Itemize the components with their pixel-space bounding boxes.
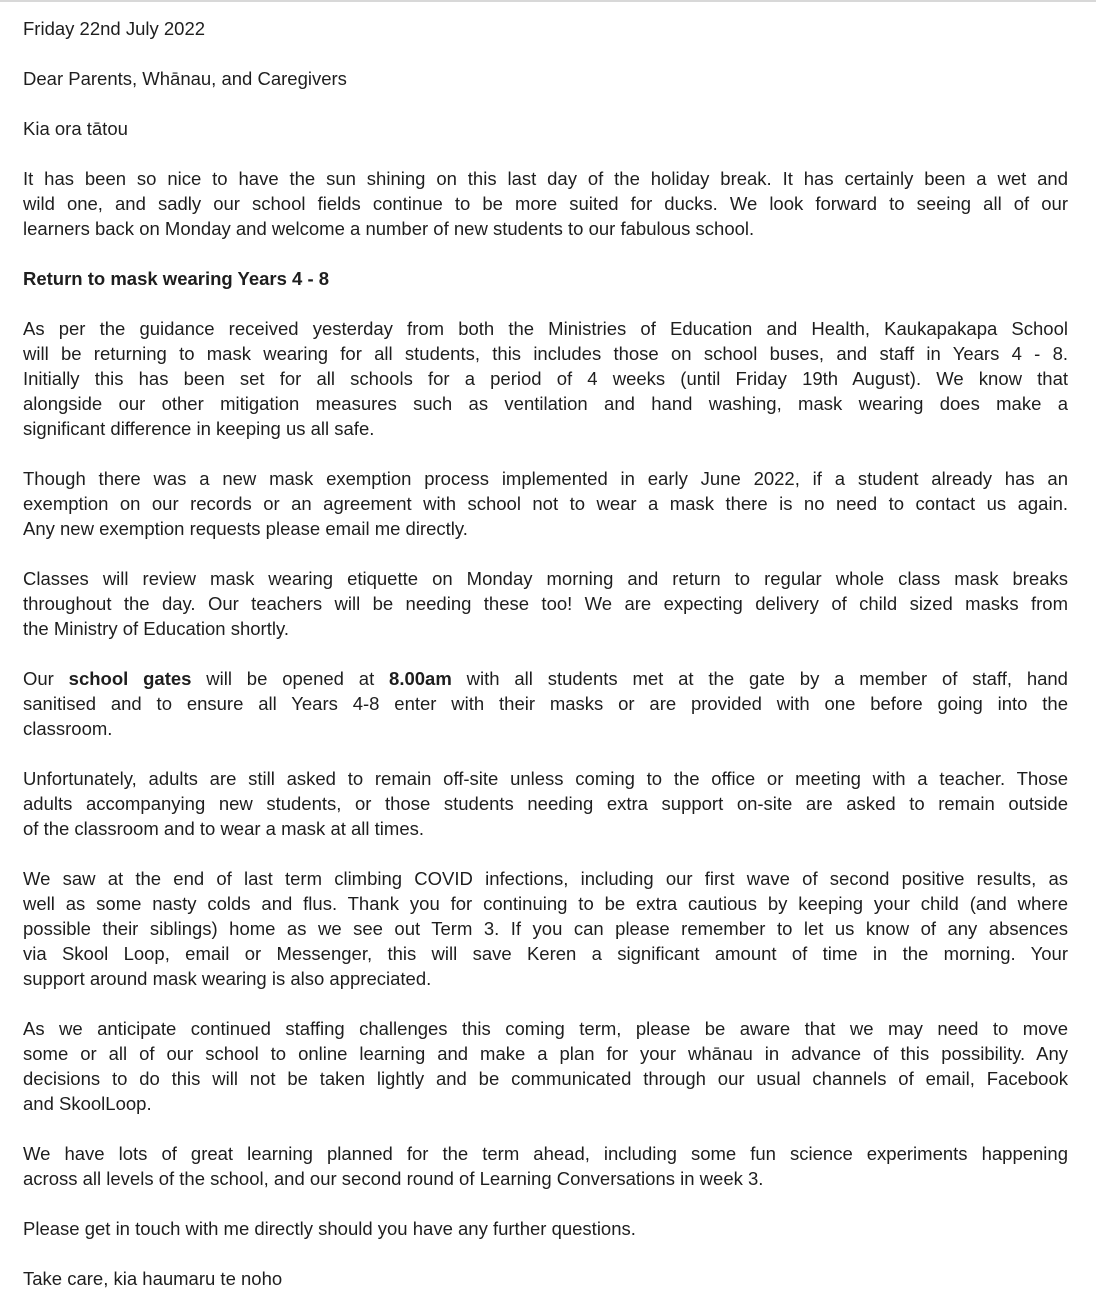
text-line: across all levels of the school, and our second round of Learning Conversations in week 3. [23, 1168, 764, 1189]
text-line: Dear Parents, Whānau, and Caregivers [23, 68, 347, 89]
paragraph [23, 1216, 1068, 1241]
text-line: Though there was a new mask exemption process implemented in early June 2022, if a student already has an [23, 468, 1068, 489]
text-line: adults accompanying new students, or those students needing extra support on-site are asked to remain outside [23, 793, 1068, 814]
text-line: alongside our other mitigation measures such as ventilation and hand washing, mask wearing does make a [23, 393, 1068, 414]
text-line: Classes will review mask wearing etiquette on Monday morning and return to regular whole class mask breaks [23, 568, 1068, 589]
text-line: Kia ora tātou [23, 118, 128, 139]
text-line: learners back on Monday and welcome a number of new students to our fabulous school. [23, 218, 755, 239]
paragraph [23, 1266, 1068, 1291]
text-line: As per the guidance received yesterday from both the Ministries of Education and Health, Kaukapakapa School [23, 318, 1068, 339]
text-line: classroom. [23, 718, 113, 739]
text-line: throughout the day. Our teachers will be needing these too! We are expecting delivery of child sized masks from [23, 593, 1068, 614]
text-segment: will be opened at [191, 668, 390, 689]
text-line: will be returning to mask wearing for all students, this includes those on school buses, and staff in Years 4 - 8. [23, 343, 1068, 364]
text-line: wild one, and sadly our school fields continue to be more suited for ducks. We look forward to seeing all of our [23, 193, 1068, 214]
text-line: significant difference in keeping us all safe. [23, 418, 375, 439]
text-line: well as some nasty colds and flus. Thank you for continuing to be extra cautious by keeping your child (and where [23, 893, 1068, 914]
bold-text: school gates [68, 668, 192, 689]
letter-body [23, 16, 1068, 1316]
text-line: Any new exemption requests please email me directly. [23, 518, 468, 539]
text-line: Return to mask wearing Years 4 - 8 [23, 268, 330, 289]
text-line: the Ministry of Education shortly. [23, 618, 289, 639]
text-line: decisions to do this will not be taken lightly and be communicated through our usual channels of email, Facebook [23, 1068, 1068, 1089]
text-line: exemption on our records or an agreement with school not to wear a mask there is no need to contact us again. [23, 493, 1068, 514]
paragraph [23, 1016, 1068, 1116]
text-line: As we anticipate continued staffing challenges this coming term, please be aware that we may need to move [23, 1018, 1068, 1039]
text-line: Take care, kia haumaru te noho [23, 1268, 283, 1289]
text-line: Unfortunately, adults are still asked to remain off-site unless coming to the office or meeting with a teacher. Those [23, 768, 1068, 789]
paragraph [23, 466, 1068, 541]
text-segment: Our [23, 668, 69, 689]
text-segment: with all students met at the gate by a member of staff, hand [451, 668, 1068, 689]
paragraph [23, 16, 1068, 41]
text-line: and SkoolLoop. [23, 1093, 152, 1114]
text-line [23, 666, 1068, 691]
paragraph [23, 66, 1068, 91]
text-line: sanitised and to ensure all Years 4-8 enter with their masks or are provided with one before going into the [23, 693, 1068, 714]
text-line: We have lots of great learning planned for the term ahead, including some fun science experiments happening [23, 1143, 1068, 1164]
text-line: some or all of our school to online learning and make a plan for your whānau in advance of this possibility. Any [23, 1043, 1068, 1064]
paragraph [23, 566, 1068, 641]
top-border [0, 0, 1096, 2]
paragraph [23, 116, 1068, 141]
paragraph [23, 766, 1068, 841]
text-line: Initially this has been set for all schools for a period of 4 weeks (until Friday 19th August). We know that [23, 368, 1068, 389]
text-line: via Skool Loop, email or Messenger, this will save Keren a significant amount of time in the morning. Your [23, 943, 1068, 964]
text-line: possible their siblings) home as we see out Term 3. If you can please remember to let us know of any absences [23, 918, 1068, 939]
text-line: Friday 22nd July 2022 [23, 18, 206, 39]
text-line: We saw at the end of last term climbing COVID infections, including our first wave of second positive results, as [23, 868, 1068, 889]
paragraph [23, 866, 1068, 991]
paragraph [23, 666, 1068, 741]
text-line: support around mask wearing is also appreciated. [23, 968, 432, 989]
text-line: of the classroom and to wear a mask at all times. [23, 818, 425, 839]
bold-text: 8.00am [389, 668, 452, 689]
paragraph [23, 1141, 1068, 1191]
paragraph [23, 316, 1068, 441]
section-heading [23, 266, 1068, 291]
text-line: Please get in touch with me directly should you have any further questions. [23, 1218, 636, 1239]
paragraph [23, 166, 1068, 241]
text-line: It has been so nice to have the sun shining on this last day of the holiday break. It has certainly been a wet and [23, 168, 1068, 189]
